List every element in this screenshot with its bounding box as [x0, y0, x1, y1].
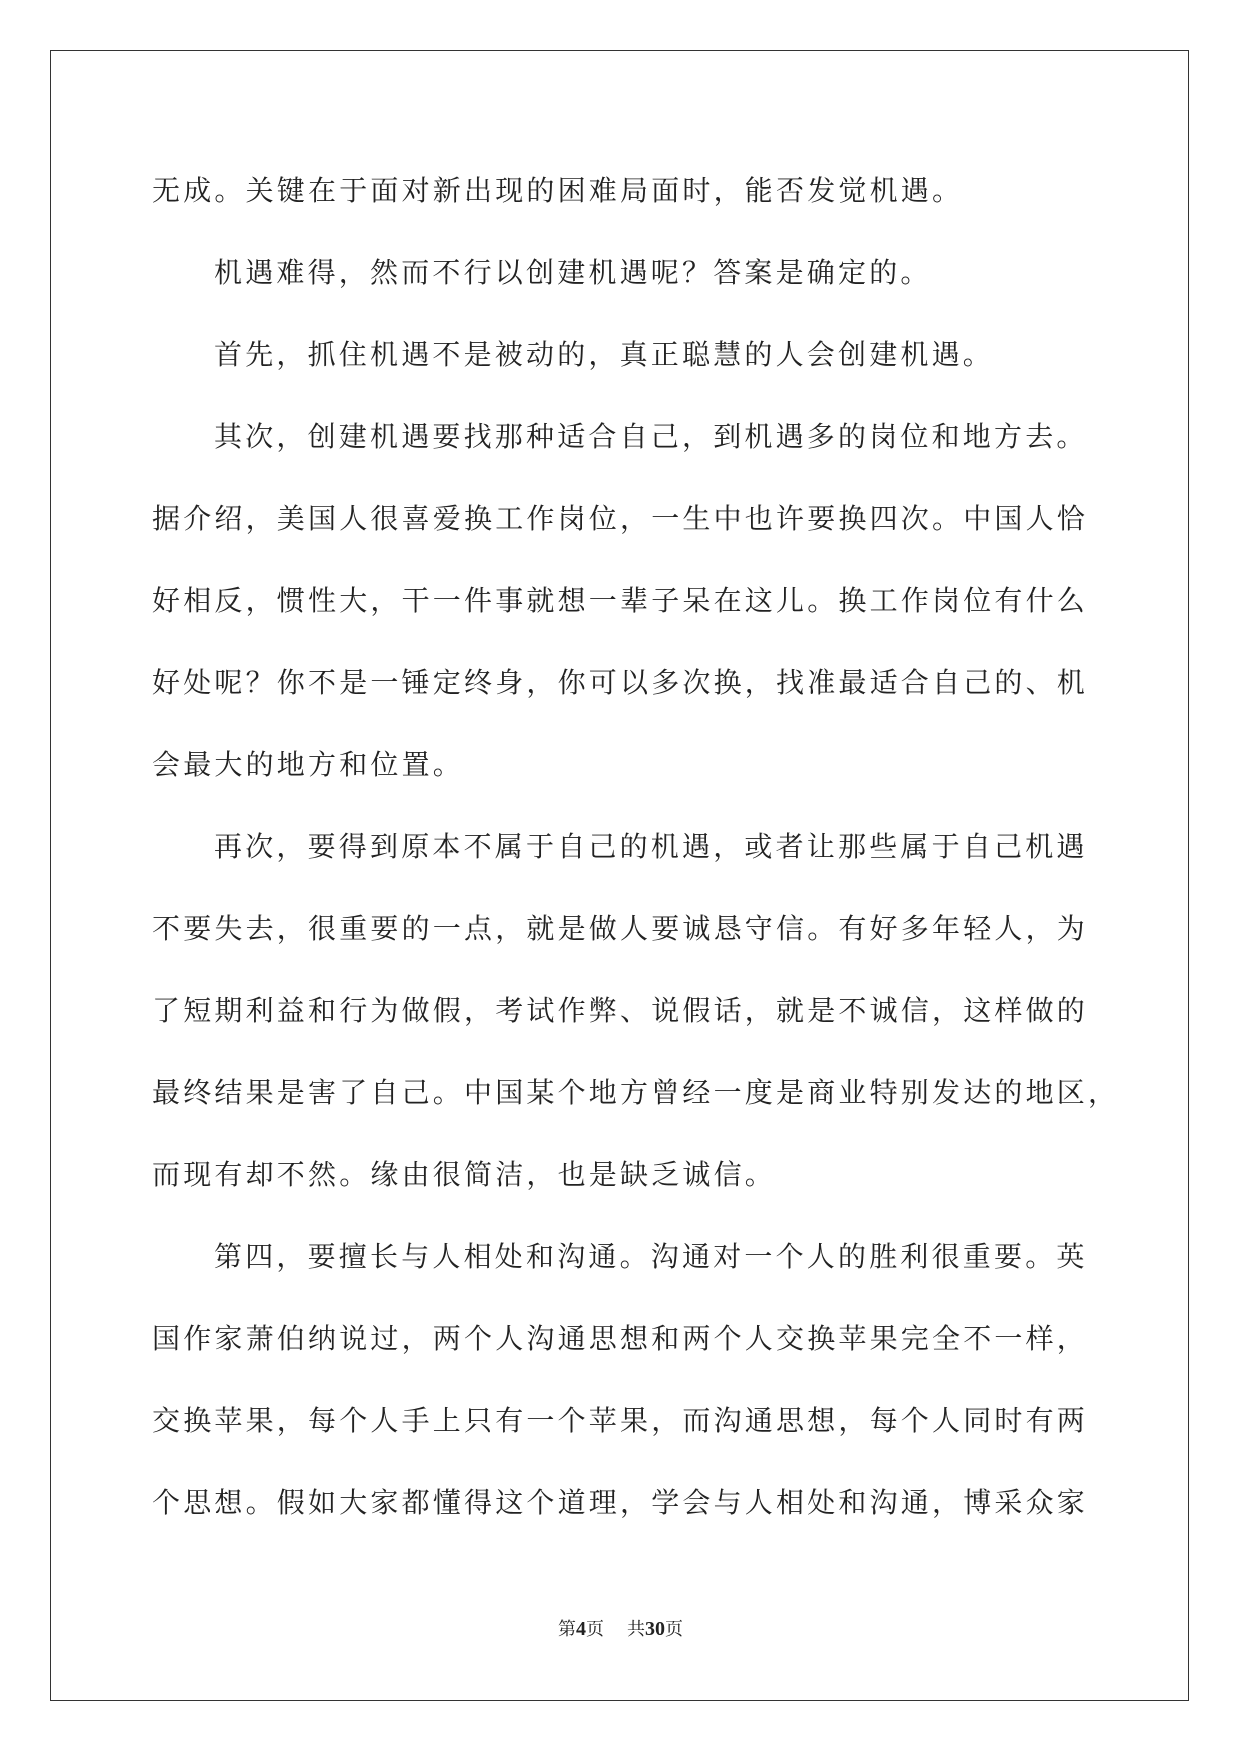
text-line: 不要失去，很重要的一点，就是做人要诚恳守信。有好多年轻人，为 [152, 912, 1089, 945]
text-line: 好处呢？你不是一锤定终身，你可以多次换，找准最适合自己的、机 [152, 666, 1089, 699]
text-line: 其次，创建机遇要找那种适合自己，到机遇多的岗位和地方去。 [214, 420, 1088, 453]
text-line: 再次，要得到原本不属于自己的机遇，或者让那些属于自己机遇 [214, 830, 1088, 863]
total-suffix: 页 [664, 1619, 683, 1640]
text-line: 据介绍，美国人很喜爱换工作岗位，一生中也许要换四次。中国人恰 [152, 502, 1089, 535]
text-line: 首先，抓住机遇不是被动的，真正聪慧的人会创建机遇。 [214, 338, 995, 371]
page-suffix: 页 [586, 1619, 605, 1640]
page-prefix: 第 [558, 1619, 577, 1640]
text-line: 无成。关键在于面对新出现的困难局面时，能否发觉机遇。 [152, 174, 964, 207]
text-line: 机遇难得，然而不行以创建机遇呢？答案是确定的。 [214, 256, 932, 289]
page-number: 4 [576, 1618, 587, 1640]
text-line: 个思想。假如大家都懂得这个道理，学会与人相处和沟通，博采众家 [152, 1486, 1089, 1519]
text-line: 会最大的地方和位置。 [152, 748, 465, 781]
text-line: 而现有却不然。缘由很简洁，也是缺乏诚信。 [152, 1158, 777, 1191]
page-footer [0, 1615, 1241, 1641]
document-body [152, 150, 1120, 1544]
text-line: 第四，要擅长与人相处和沟通。沟通对一个人的胜利很重要。英 [214, 1240, 1088, 1273]
text-line: 了短期利益和行为做假，考试作弊、说假话，就是不诚信，这样做的 [152, 994, 1089, 1027]
text-line: 国作家萧伯纳说过，两个人沟通思想和两个人交换苹果完全不一样， [152, 1322, 1089, 1355]
text-line: 好相反，惯性大，干一件事就想一辈子呆在这儿。换工作岗位有什么 [152, 584, 1089, 617]
total-pages: 30 [644, 1618, 665, 1640]
total-prefix: 共 [626, 1619, 645, 1640]
text-line: 最终结果是害了自己。中国某个地方曾经一度是商业特别发达的地区， [152, 1076, 1120, 1109]
text-line: 交换苹果，每个人手上只有一个苹果，而沟通思想，每个人同时有两 [152, 1404, 1089, 1437]
